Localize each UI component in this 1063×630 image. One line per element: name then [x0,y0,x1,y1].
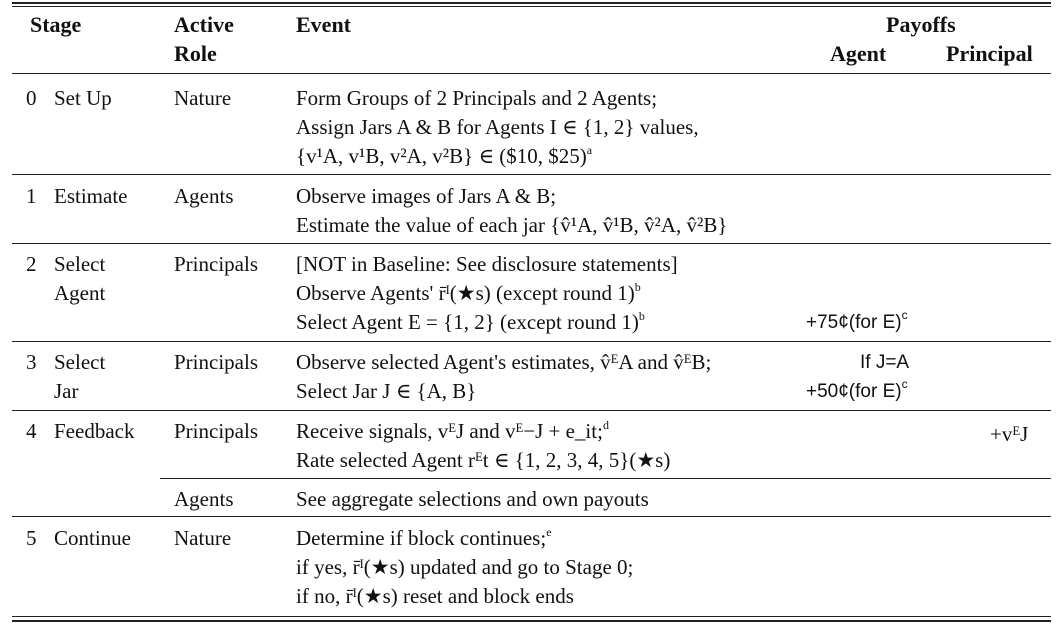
row-5-role: Nature [174,526,232,550]
row-4-stage-label: Feedback [54,419,135,443]
footnote-d: d [602,418,609,432]
row-4-event-line-1 [296,417,670,446]
footnote-a: a [586,143,593,157]
row-2-event-line-1: [NOT in Baseline: See disclosure statements] [296,252,678,276]
row-5-event-line-1-text: Determine if block continues; [296,526,547,550]
row-2-stage-label-1: Select [54,252,106,276]
footnote-b-2: b [638,309,645,323]
header-agent: Agent [830,41,887,66]
row-3-rule [12,410,1051,411]
row-2-event-line-3 [296,308,678,337]
row-0-event-line-1: Form Groups of 2 Principals and 2 Agents; [296,86,658,110]
row-4-event-line-2: Rate selected Agent rᴱt ∈ {1, 2, 3, 4, 5}(★s) [296,448,671,472]
row-0-role: Nature [174,86,232,110]
row-4-principal-payoff: +vᴱJ [990,422,1029,446]
row-3-stage-label-2: Jar [54,379,79,403]
row-0-num: 0 [26,86,37,110]
row-5-event-line-1 [296,524,633,553]
header-payoffs: Payoffs [886,12,956,37]
row-2-role: Principals [174,252,258,276]
table-bottom-rule-double [12,620,1051,622]
row-5-num: 5 [26,526,37,550]
row-4-event-line-1-text: Receive signals, vᴱJ and vᴱ−J + e_it; [296,419,603,443]
row-5-event-line-3: if no, r̄ᴵ(★s) reset and block ends [296,584,574,608]
row-1-stage-label: Estimate [54,184,128,208]
row-2-agent-payoff [806,308,908,337]
row-3-agent-payoff-text: +50¢(for E) [806,381,902,402]
row-5-event [296,524,633,611]
row-1-num: 1 [26,184,37,208]
row-0-event-line-3-text: {v¹A, v¹B, v²A, v²B} ∈ ($10, $25) [296,144,587,168]
row-1-event-line-2: Estimate the value of each jar {v̂¹A, v̂¹B, v̂²A, v̂²B} [296,213,728,237]
row-1-event [296,182,727,240]
row-2-event-line-2-text: Observe Agents' r̄ᴵ(★s) (except round 1) [296,281,635,305]
header-role-line1: Active [174,12,234,37]
row-2-agent-payoff-text: +75¢(for E) [806,312,902,333]
row-4-event [296,417,670,475]
row-2-rule [12,341,1051,342]
row-3-event-line-1: Observe selected Agent's estimates, v̂ᴱA and v̂ᴱB; [296,350,712,374]
row-3-event-line-2: Select Jar J ∈ {A, B} [296,379,477,403]
row-5-event-line-2: if yes, r̄ᴵ(★s) updated and go to Stage 0; [296,555,634,579]
row-1-role: Agents [174,184,234,208]
header-stage: Stage [30,12,82,37]
row-4-subrule [160,478,1051,479]
footnote-c-1: c [901,308,908,322]
table-top-rule-double [12,6,1051,7]
header-role-line2: Role [174,41,217,66]
row-1-event-line-1: Observe images of Jars A & B; [296,184,557,208]
footnote-e: e [546,525,552,539]
table-top-rule [12,2,1051,4]
row-4-sub-role: Agents [174,487,234,511]
row-2-num: 2 [26,252,37,276]
row-5-stage-label: Continue [54,526,131,550]
row-2-event-line-3-text: Select Agent E = {1, 2} (except round 1) [296,310,639,334]
row-3-role: Principals [174,350,258,374]
row-2-event [296,250,678,337]
row-3-event [296,348,711,406]
row-4-sub-event: See aggregate selections and own payouts [296,487,649,511]
header-event: Event [296,12,351,37]
row-4-role: Principals [174,419,258,443]
row-4-num: 4 [26,419,37,443]
row-2-event-line-2 [296,279,678,308]
header-principal: Principal [946,41,1033,66]
row-0-event-line-2: Assign Jars A & B for Agents I ∈ {1, 2} values, [296,115,699,139]
row-1-rule [12,243,1051,244]
table-bottom-rule [12,616,1051,617]
footnote-b-1: b [634,280,641,294]
row-2-stage-label-2: Agent [54,281,106,305]
row-3-agent-payoff-cond: If J=A [860,352,910,373]
row-3-stage-label-1: Select [54,350,106,374]
row-3-num: 3 [26,350,37,374]
row-0-stage-label: Set Up [54,86,112,110]
row-0-rule [12,174,1051,175]
row-0-event-line-3 [296,142,699,171]
footnote-c-2: c [901,377,908,391]
row-3-agent-payoff [806,377,908,406]
row-4-rule [12,516,1051,517]
header-rule [12,73,1051,74]
row-0-event [296,84,699,171]
